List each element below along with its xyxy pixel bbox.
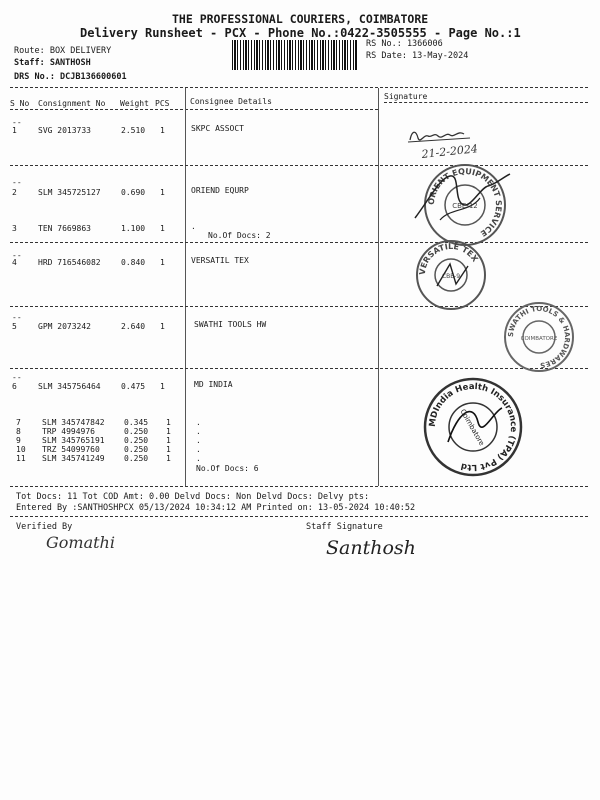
- table-row-consignee: .: [196, 445, 201, 454]
- signature-row2: [410, 168, 530, 228]
- table-row-wt: 0.475: [121, 382, 146, 391]
- table-row-cn: TRZ 54099760: [42, 445, 100, 454]
- verified-by-label: Verified By: [16, 522, 73, 532]
- stamp-swathi-tools: [500, 298, 578, 376]
- table-row-pcs: 1: [166, 427, 171, 436]
- stamp-text: MDIndia Health Insurance (TPA) Pvt Ltd: [427, 381, 519, 473]
- table-row-sno: 1: [12, 126, 17, 135]
- table-row-wt: 1.100: [121, 224, 146, 233]
- row-dash-mark: --: [12, 373, 22, 382]
- table-row-cn: SLM 345725127: [38, 188, 101, 197]
- table-row-wt: 0.840: [121, 258, 146, 267]
- signature-header-rule: [384, 102, 588, 103]
- stamp-mdindia: [418, 372, 528, 482]
- table-row-pcs: 1: [166, 436, 171, 445]
- table-row-pcs: 1: [160, 258, 165, 267]
- row-dash-mark: --: [12, 313, 22, 322]
- table-row-wt: 0.250: [124, 427, 149, 436]
- divider-consignee: [185, 88, 186, 486]
- route-label: Route: BOX DELIVERY: [14, 46, 112, 56]
- table-row-wt: 2.640: [121, 322, 146, 331]
- table-row-wt: 0.345: [124, 418, 149, 427]
- table-row-pcs: 1: [160, 224, 165, 233]
- table-row-consignee: .: [196, 427, 201, 436]
- stamp-versatile-tex: [412, 236, 490, 314]
- col-weight: Weight: [120, 99, 149, 108]
- stamp-center: Coimbatore: [458, 407, 486, 448]
- table-row-wt: 0.250: [124, 436, 149, 445]
- table-row-sno: 2: [12, 188, 17, 197]
- table-row-consignee: .: [191, 222, 196, 231]
- stamp-center: CBE-9: [441, 273, 461, 280]
- signature-date: 21-2-2024: [420, 142, 479, 161]
- table-row-sno: 11: [16, 454, 26, 463]
- table-row-pcs: 1: [166, 418, 171, 427]
- company-name: THE PROFESSIONAL COURIERS, COIMBATORE: [172, 12, 429, 26]
- stamp-text: ORIENT EQUIPMENT SERVICE: [426, 166, 504, 239]
- table-row-wt: 2.510: [121, 126, 146, 135]
- table-row-pcs: 1: [160, 188, 165, 197]
- table-row-pcs: 1: [160, 322, 165, 331]
- table-row-sno: 6: [12, 382, 17, 391]
- table-row-consignee: .: [196, 418, 201, 427]
- table-row-sno: 9: [16, 436, 21, 445]
- table-row-wt: 0.250: [124, 454, 149, 463]
- row-dash-mark: --: [12, 178, 22, 187]
- table-row-cn: SLM 345756464: [38, 382, 101, 391]
- table-bottom-rule: [10, 486, 588, 487]
- table-row-sno: 5: [12, 322, 17, 331]
- docs-count-note: No.Of Docs: 6: [196, 464, 259, 473]
- table-row-consignee: VERSATIL TEX: [191, 256, 249, 265]
- col-signature: Signature: [384, 92, 428, 101]
- table-row-cn: TEN 7669863: [38, 224, 91, 233]
- row-dash-mark: --: [12, 118, 22, 127]
- table-row-pcs: 1: [166, 454, 171, 463]
- table-row-consignee: SWATHI TOOLS HW: [194, 320, 267, 329]
- stamp-center: COIMBATORE: [520, 336, 558, 342]
- table-row-cn: TRP 4994976: [42, 427, 95, 436]
- header-bottom-rule: [10, 109, 378, 110]
- table-row-cn: SVG 2013733: [38, 126, 91, 135]
- col-consignee: Consignee Details: [190, 97, 272, 106]
- table-row-cn: SLM 345741249: [42, 454, 105, 463]
- rs-number: RS No.: 1366006: [366, 39, 443, 49]
- table-row-consignee: ORIEND EQURP: [191, 186, 249, 195]
- col-sno: S No: [10, 99, 30, 108]
- signature-row1: [400, 120, 520, 165]
- verified-signature: [40, 526, 150, 560]
- table-row-sno: 4: [12, 258, 17, 267]
- table-row-wt: 0.690: [121, 188, 146, 197]
- table-row-consignee: SKPC ASSOCT: [191, 124, 244, 133]
- page-title: Delivery Runsheet - PCX - Phone No.:0422-3505555 - Page No.:1: [80, 26, 521, 40]
- drs-number: DRS No.: DCJB136600601: [14, 72, 127, 82]
- table-row-sno: 3: [12, 224, 17, 233]
- footer-rule: [10, 516, 588, 517]
- table-row-sno: 10: [16, 445, 26, 454]
- stamp-text: VERSATILE TEX: [417, 241, 480, 276]
- col-consignment: Consignment No: [38, 99, 106, 108]
- table-row-sno: 7: [16, 418, 21, 427]
- stamp-text: SWATHI TOOLS & HARDWARES: [506, 304, 572, 370]
- table-row-cn: HRD 716546082: [38, 258, 101, 267]
- svg-text:Gomathi: Gomathi: [46, 533, 115, 552]
- docs-count-note: No.Of Docs: 2: [208, 231, 271, 240]
- rs-date: RS Date: 13-May-2024: [366, 51, 469, 61]
- col-pcs: PCS: [155, 99, 170, 108]
- svg-text:Santhosh: Santhosh: [326, 537, 416, 559]
- barcode: [232, 40, 358, 70]
- header-top-rule: [10, 87, 588, 88]
- table-row-pcs: 1: [160, 126, 165, 135]
- table-row-cn: GPM 2073242: [38, 322, 91, 331]
- entered-by-line: Entered By :SANTHOSHPCX 05/13/2024 10:34:12 AM Printed on: 13-05-2024 10:40:52: [16, 503, 416, 513]
- table-row-consignee: MD INDIA: [194, 380, 233, 389]
- staff-signature-label: Staff Signature: [306, 522, 383, 532]
- table-row-cn: SLM 345765191: [42, 436, 105, 445]
- staff-signature: [318, 528, 448, 566]
- table-row-consignee: .: [196, 436, 201, 445]
- table-row-sno: 8: [16, 427, 21, 436]
- table-row-wt: 0.250: [124, 445, 149, 454]
- totals-line: Tot Docs: 11 Tot COD Amt: 0.00 Delvd Docs: Non Delvd Docs: Delvy pts:: [16, 492, 370, 502]
- divider-signature: [378, 88, 379, 486]
- row-dash-mark: --: [12, 251, 22, 260]
- staff-label: Staff: SANTHOSH: [14, 58, 91, 68]
- stamp-center: CBE-12: [452, 202, 478, 210]
- table-row-pcs: 1: [160, 382, 165, 391]
- table-row-consignee: .: [196, 454, 201, 463]
- table-row-pcs: 1: [166, 445, 171, 454]
- table-row-cn: SLM 345747842: [42, 418, 105, 427]
